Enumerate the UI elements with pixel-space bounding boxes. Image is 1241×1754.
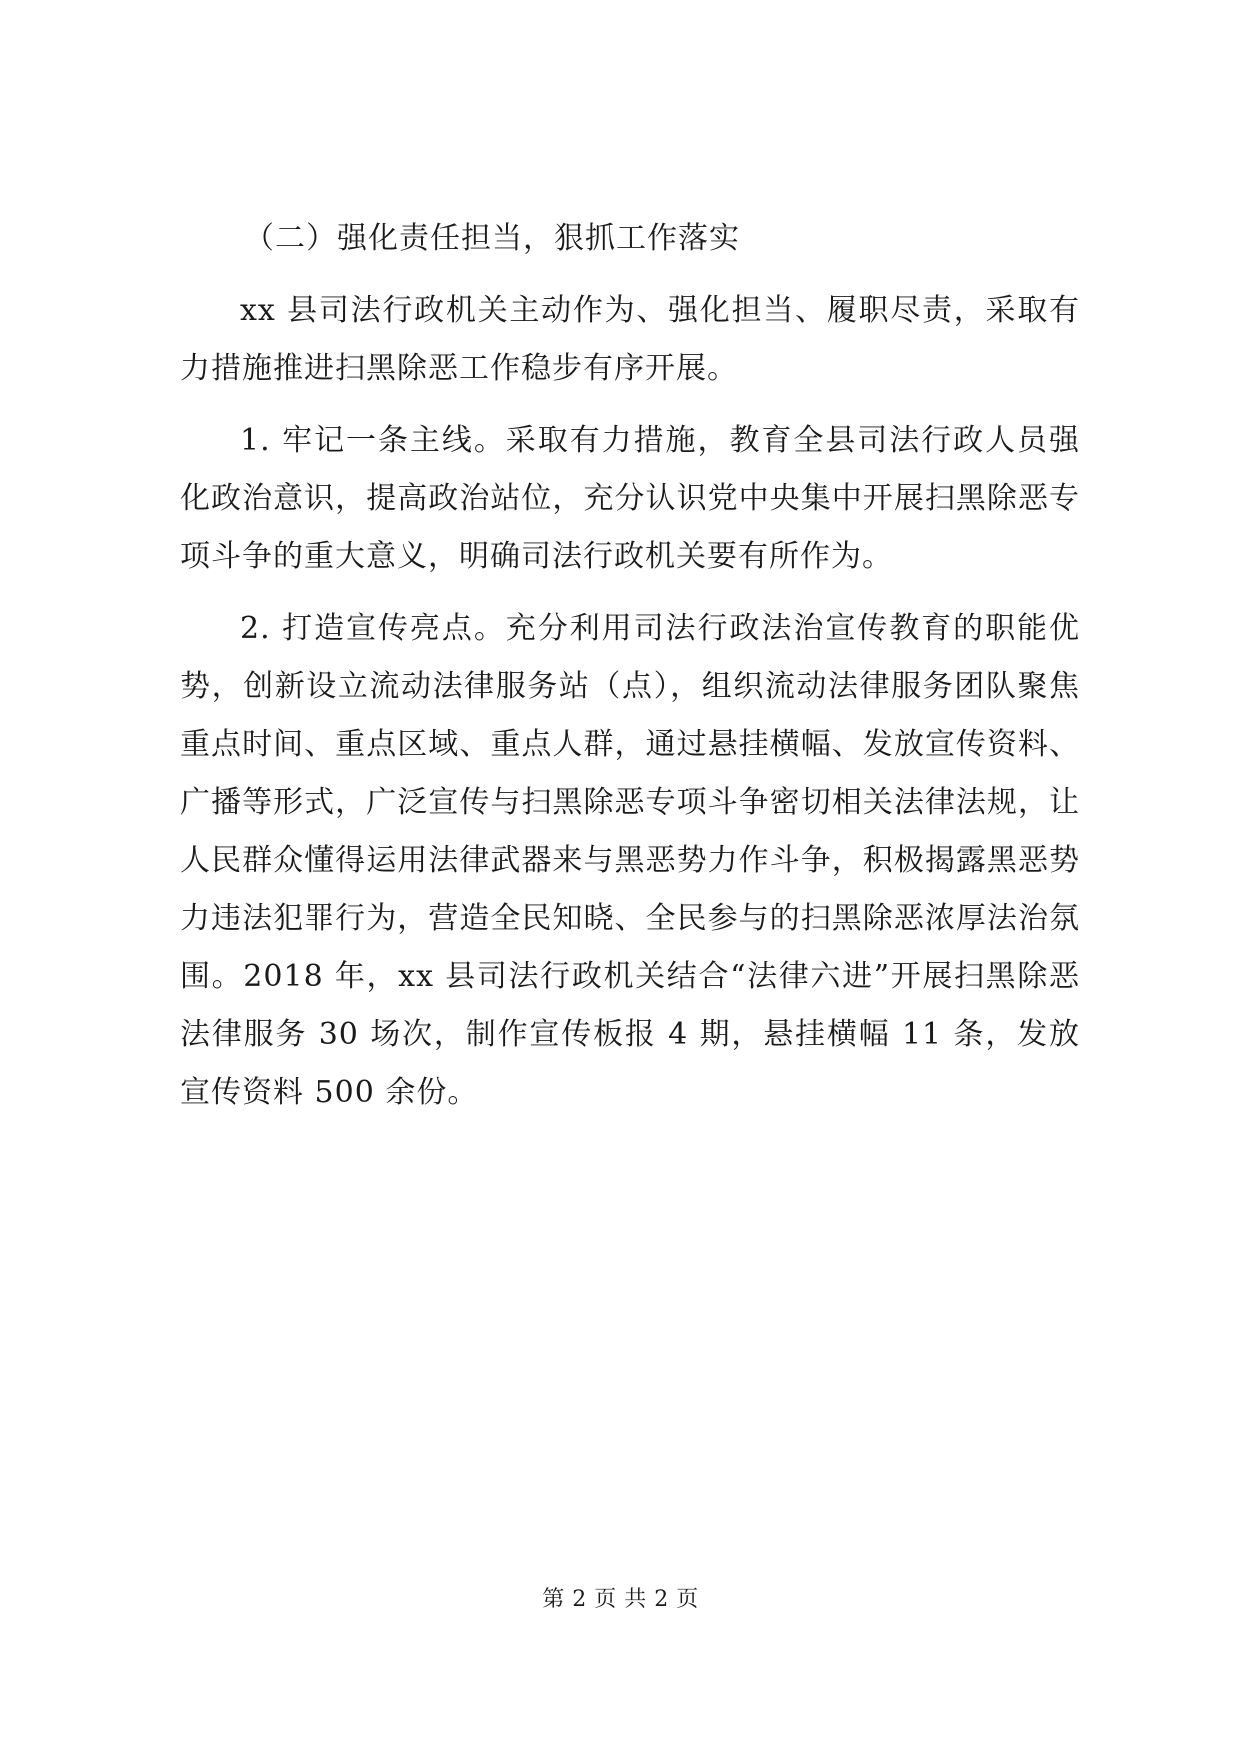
paragraph-item-1: 1. 牢记一条主线。采取有力措施，教育全县司法行政人员强化政治意识，提高政治站位，充分认识党中央集中开展扫黑除恶专项斗争的重大意义，明确司法行政机关要有所作为。: [180, 423, 1080, 574]
document-body: [180, 210, 1080, 1136]
section-heading: （二）强化责任担当，狠抓工作落实: [244, 221, 740, 256]
paragraph-intro: xx 县司法行政机关主动作为、强化担当、履职尽责，采取有力措施推进扫黑除恶工作稳步有序开展。: [180, 293, 1080, 386]
paragraph-item-2: 2. 打造宣传亮点。充分利用司法行政法治宣传教育的职能优势，创新设立流动法律服务站（点），组织流动法律服务团队聚焦重点时间、重点区域、重点人群，通过悬挂横幅、发放宣传资料、广播等形式，广泛宣传与扫黑除恶专项斗争密切相关法律法规，让人民群众懂得运用法律武器来与黑恶势力作斗争，积极揭露黑恶势力违法犯罪行为，营造全民知晓、全民参与的扫黑除恶浓厚法治氛围。2018 年，xx 县司法行政机关结合“法律六进”开展扫黑除恶法律服务 30 场次，制作宣传板报 4 期，悬挂横幅 11 条，发放宣传资料 500 余份。: [180, 611, 1080, 1110]
page-number-footer: 第 2 页 共 2 页: [542, 1587, 699, 1612]
